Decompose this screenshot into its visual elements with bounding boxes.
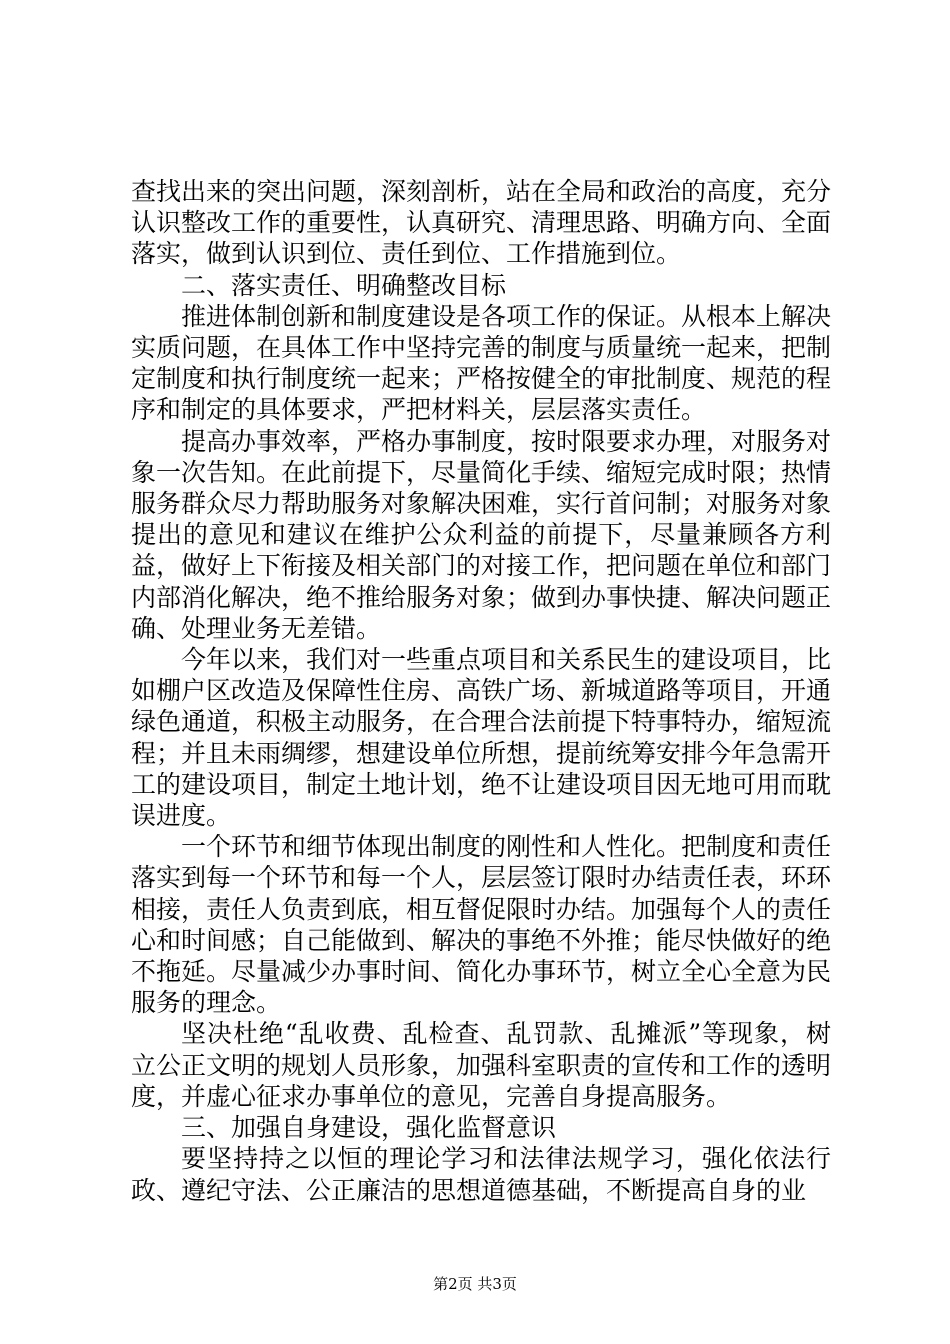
paragraph: 坚决杜绝“乱收费、乱检查、乱罚款、乱摊派”等现象，树立公正文明的规划人员形象，加强科室职责的宣传和工作的透明度，并虚心征求办事单位的意见，完善自身提高服务。 [131,1019,832,1111]
paragraph: 今年以来，我们对一些重点项目和关系民生的建设项目，比如棚户区改造及保障性住房、高铁广场、新城道路等项目，开通绿色通道，积极主动服务，在合理合法前提下特事特办，缩短流程；并且未雨绸缪，想建设单位所想，提前统筹安排今年急需开工的建设项目，制定土地计划，绝不让建设项目因无地可用而耽误进度。 [131,645,832,831]
paragraph-continuation: 查找出来的突出问题，深刻剖析，站在全局和政治的高度，充分认识整改工作的重要性，认真研究、清理思路、明确方向、全面落实，做到认识到位、责任到位、工作措施到位。 [131,177,832,269]
section-heading-2: 二、落实责任、明确整改目标 [181,270,507,300]
section-heading-3: 三、加强自身建设，强化监督意识 [181,1113,557,1143]
paragraph: 提高办事效率，严格办事制度，按时限要求办理，对服务对象一次告知。在此前提下，尽量简化手续、缩短完成时限；热情服务群众尽力帮助服务对象解决困难，实行首问制；对服务对象提出的意见和建议在维护公众利益的前提下，尽量兼顾各方利益，做好上下衔接及相关部门的对接工作，把问题在单位和部门内部消化解决，绝不推给服务对象；做到办事快捷、解决问题正确、处理业务无差错。 [131,426,832,643]
paragraph: 要坚持持之以恒的理论学习和法律法规学习，强化依法行政、遵纪守法、公正廉洁的思想道德基础，不断提高自身的业 [131,1144,831,1205]
paragraph: 一个环节和细节体现出制度的刚性和人性化。把制度和责任落实到每一个环节和每一个人，层层签订限时办结责任表，环环相接，责任人负责到底，相互督促限时办结。加强每个人的责任心和时间感；自己能做到、解决的事绝不外推；能尽快做好的绝不拖延。尽量减少办事时间、简化办事环节，树立全心全意为民服务的理念。 [131,832,832,1018]
page-number-footer: 第2页 共3页 [433,1275,517,1293]
document-body [131,176,831,1206]
paragraph: 推进体制创新和制度建设是各项工作的保证。从根本上解决实质问题，在具体工作中坚持完善的制度与质量统一起来，把制定制度和执行制度统一起来；严格按健全的审批制度、规范的程序和制定的具体要求，严把材料关，层层落实责任。 [131,301,832,425]
